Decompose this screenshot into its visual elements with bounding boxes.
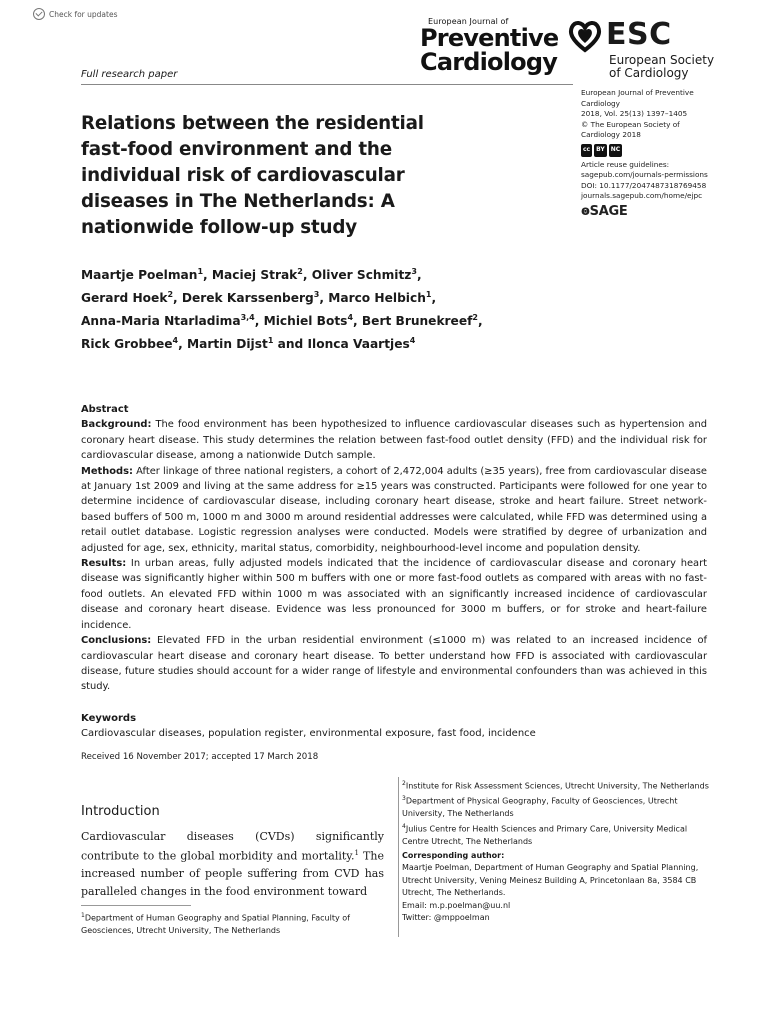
article-type: Full research paper xyxy=(81,69,178,80)
meta-line: Cardiology 2018 xyxy=(581,130,641,140)
abstract-background: Background: The food environment has been hypothesized to influence cardiovascular diseases such as hypertension and coronary heart disease. This study determines the relation between fast-food outlet density (FFD) and the individual risk for cardiovascular disease, among a nationwide Dutch sample. xyxy=(81,419,708,462)
affiliation: $^2$Institute for Risk Assessment Sciences, Utrecht University, The Netherlands xyxy=(402,780,709,791)
affiliation: $^3$Department of Physical Geography, Faculty of Geosciences, Utrecht University, The Netherlands xyxy=(402,795,678,819)
author[interactable]: Marco Helbich$^1$ xyxy=(328,290,432,306)
author[interactable]: Rick Grobbee$^4$ xyxy=(81,336,179,352)
footnote-divider xyxy=(81,905,191,906)
author[interactable]: Maartje Poelman$^1$ xyxy=(81,267,204,283)
meta-line: 2018, Vol. 25(13) 1397–1405 xyxy=(581,109,688,119)
journal-home-link[interactable]: journals.sagepub.com/home/ejpc xyxy=(581,191,703,201)
esc-heart-icon xyxy=(568,20,602,54)
journal-logo xyxy=(420,18,560,74)
keywords xyxy=(81,711,707,741)
twitter-link[interactable]: Twitter: @mppoelman xyxy=(402,913,490,923)
meta-line: Article reuse guidelines: xyxy=(581,159,670,169)
esc-abbreviation: ESC xyxy=(606,17,672,52)
sage-label: SAGE xyxy=(589,203,628,219)
author[interactable]: Martin Dijst$^1$ xyxy=(186,336,274,352)
article-title: Relations between the residential fast-food environment and the individual risk of cardiovascular diseases in The Netherlands: A nationwide follow-up study xyxy=(81,113,424,238)
header-divider xyxy=(81,84,573,85)
check-for-updates-badge[interactable] xyxy=(33,8,118,20)
abstract-methods: Methods: After linkage of three national registers, a cohort of 2,472,004 adults (≥35 years), free from cardiovascular disease at January 1st 2009 and living at the same address for ≥15 years was constructed. Participants were followed for one year to determine incidence of cardiovascular disease, including coronary heart disease, stroke and heart failure. Street network-based buffers of 500 m, 1000 m and 3000 m around residential addresses were calculated, while FFD was determined using a retail outlet database. Logistic regression analyses were conducted. Models were stratified by degree of urbanization and adjusted for age, sex, ethnicity, marital status, comorbidity, neighbourhood-level income and population density. xyxy=(81,465,707,554)
column-divider xyxy=(398,777,399,937)
author[interactable]: Anna-Maria Ntarladima$^{3,4}$ xyxy=(81,313,255,329)
author[interactable]: Michiel Bots$^4$ xyxy=(263,313,354,329)
affiliations xyxy=(402,778,712,924)
abstract xyxy=(81,402,707,695)
article-meta xyxy=(581,88,716,218)
esc-sub-line1: European Society xyxy=(609,53,715,67)
received-dates: Received 16 November 2017; accepted 17 March 2018 xyxy=(81,752,319,762)
affiliation: $^4$Julius Centre for Health Sciences and Primary Care, University Medical Centre Utrecht, The Netherlands xyxy=(402,822,688,846)
introduction-heading: Introduction xyxy=(81,804,160,819)
esc-sub-line2: of Cardiology xyxy=(609,66,689,80)
cc-badge: BY xyxy=(594,144,607,157)
meta-line: © The European Society of xyxy=(581,119,680,129)
permissions-link[interactable]: sagepub.com/journals-permissions xyxy=(581,170,708,180)
check-for-updates-label: Check for updates xyxy=(49,9,118,19)
sage-icon: ꙩ xyxy=(581,203,590,219)
meta-line: Cardiology xyxy=(581,98,621,108)
journal-line1: Preventive xyxy=(420,24,559,52)
cc-badge: cc xyxy=(581,144,592,157)
journal-line2: Cardiology xyxy=(420,48,558,76)
meta-line: European Journal of Preventive xyxy=(581,88,694,97)
abstract-conclusions: Conclusions: Elevated FFD in the urban residential environment (≤1000 m) was related to an increased incidence of cardiovascular heart disease and coronary heart disease. To better understand how FFD is associated with cardiovascular disease, future studies should account for a wider range of lifestyle and environmental confounders than was achieved in this study. xyxy=(81,635,707,693)
author[interactable]: Maciej Strak$^2$ xyxy=(211,267,303,283)
email-link[interactable]: Email: m.p.poelman@uu.nl xyxy=(402,900,511,910)
cc-badge: NC xyxy=(609,144,622,157)
author[interactable]: Oliver Schmitz$^3$ xyxy=(311,267,417,283)
citation-link[interactable]: 1 xyxy=(354,849,359,858)
corresponding-address: Maartje Poelman, Department of Human Geography and Spatial Planning, Utrecht University, Vening Meinesz Building A, Princetonlaan 8a, 3584 CB Utrecht, The Netherlands. xyxy=(402,863,699,898)
affiliation-footnote: $^1$Department of Human Geography and Spatial Planning, Faculty of Geosciences, Utrecht University, The Netherlands xyxy=(81,912,350,936)
esc-full-name xyxy=(609,54,714,80)
corresponding-heading: Corresponding author: xyxy=(402,851,505,860)
check-icon xyxy=(33,8,45,20)
keywords-text: Cardiovascular diseases, population register, environmental exposure, fast food, incidence xyxy=(81,728,536,739)
abstract-results: Results: In urban areas, fully adjusted models indicated that the incidence of cardiovascular disease and coronary heart disease was significantly higher within 500 m buffers with one or more fast-food outlets as compared with areas with no fast-food outlets. An elevated FFD within 1000 m was associated with an significantly increased incidence of cardiovascular disease and coronary heart disease. Evidence was less pronounced for 3000 m buffers, or for stroke and heart-failure incidence. xyxy=(81,558,708,631)
introduction-paragraph: Cardiovascular diseases (CVDs) significantly contribute to the global morbidity and mortality.$^1$ The increased number of people suffering from CVD has paralleled changes in the food environment toward xyxy=(81,830,384,898)
keywords-heading: Keywords xyxy=(81,713,137,724)
journal-pre: European Journal of xyxy=(428,17,509,26)
cc-license-badge[interactable] xyxy=(581,144,716,157)
author[interactable]: Derek Karssenberg$^3$ xyxy=(181,290,320,306)
author[interactable]: Gerard Hoek$^2$ xyxy=(81,290,174,306)
author-list: Maartje Poelman$^1$, Maciej Strak$^2$, Oliver Schmitz$^3$, Gerard Hoek$^2$, Derek Karssenberg$^3$, Marco Helbich$^1$, Anna-Maria Ntarladima$^{3,4}$, Michiel Bots$^4$, Bert Brunekreef$^2$, Rick Grobbee$^4$, Martin Dijst$^1$ and Ilonca Vaartjes$^4$ xyxy=(81,267,483,352)
author[interactable]: Bert Brunekreef$^2$ xyxy=(361,313,478,329)
doi-link[interactable]: DOI: 10.1177/2047487318769458 xyxy=(581,180,707,190)
author[interactable]: Ilonca Vaartjes$^4$ xyxy=(307,336,416,352)
abstract-heading: Abstract xyxy=(81,404,129,415)
sage-logo xyxy=(581,203,716,219)
